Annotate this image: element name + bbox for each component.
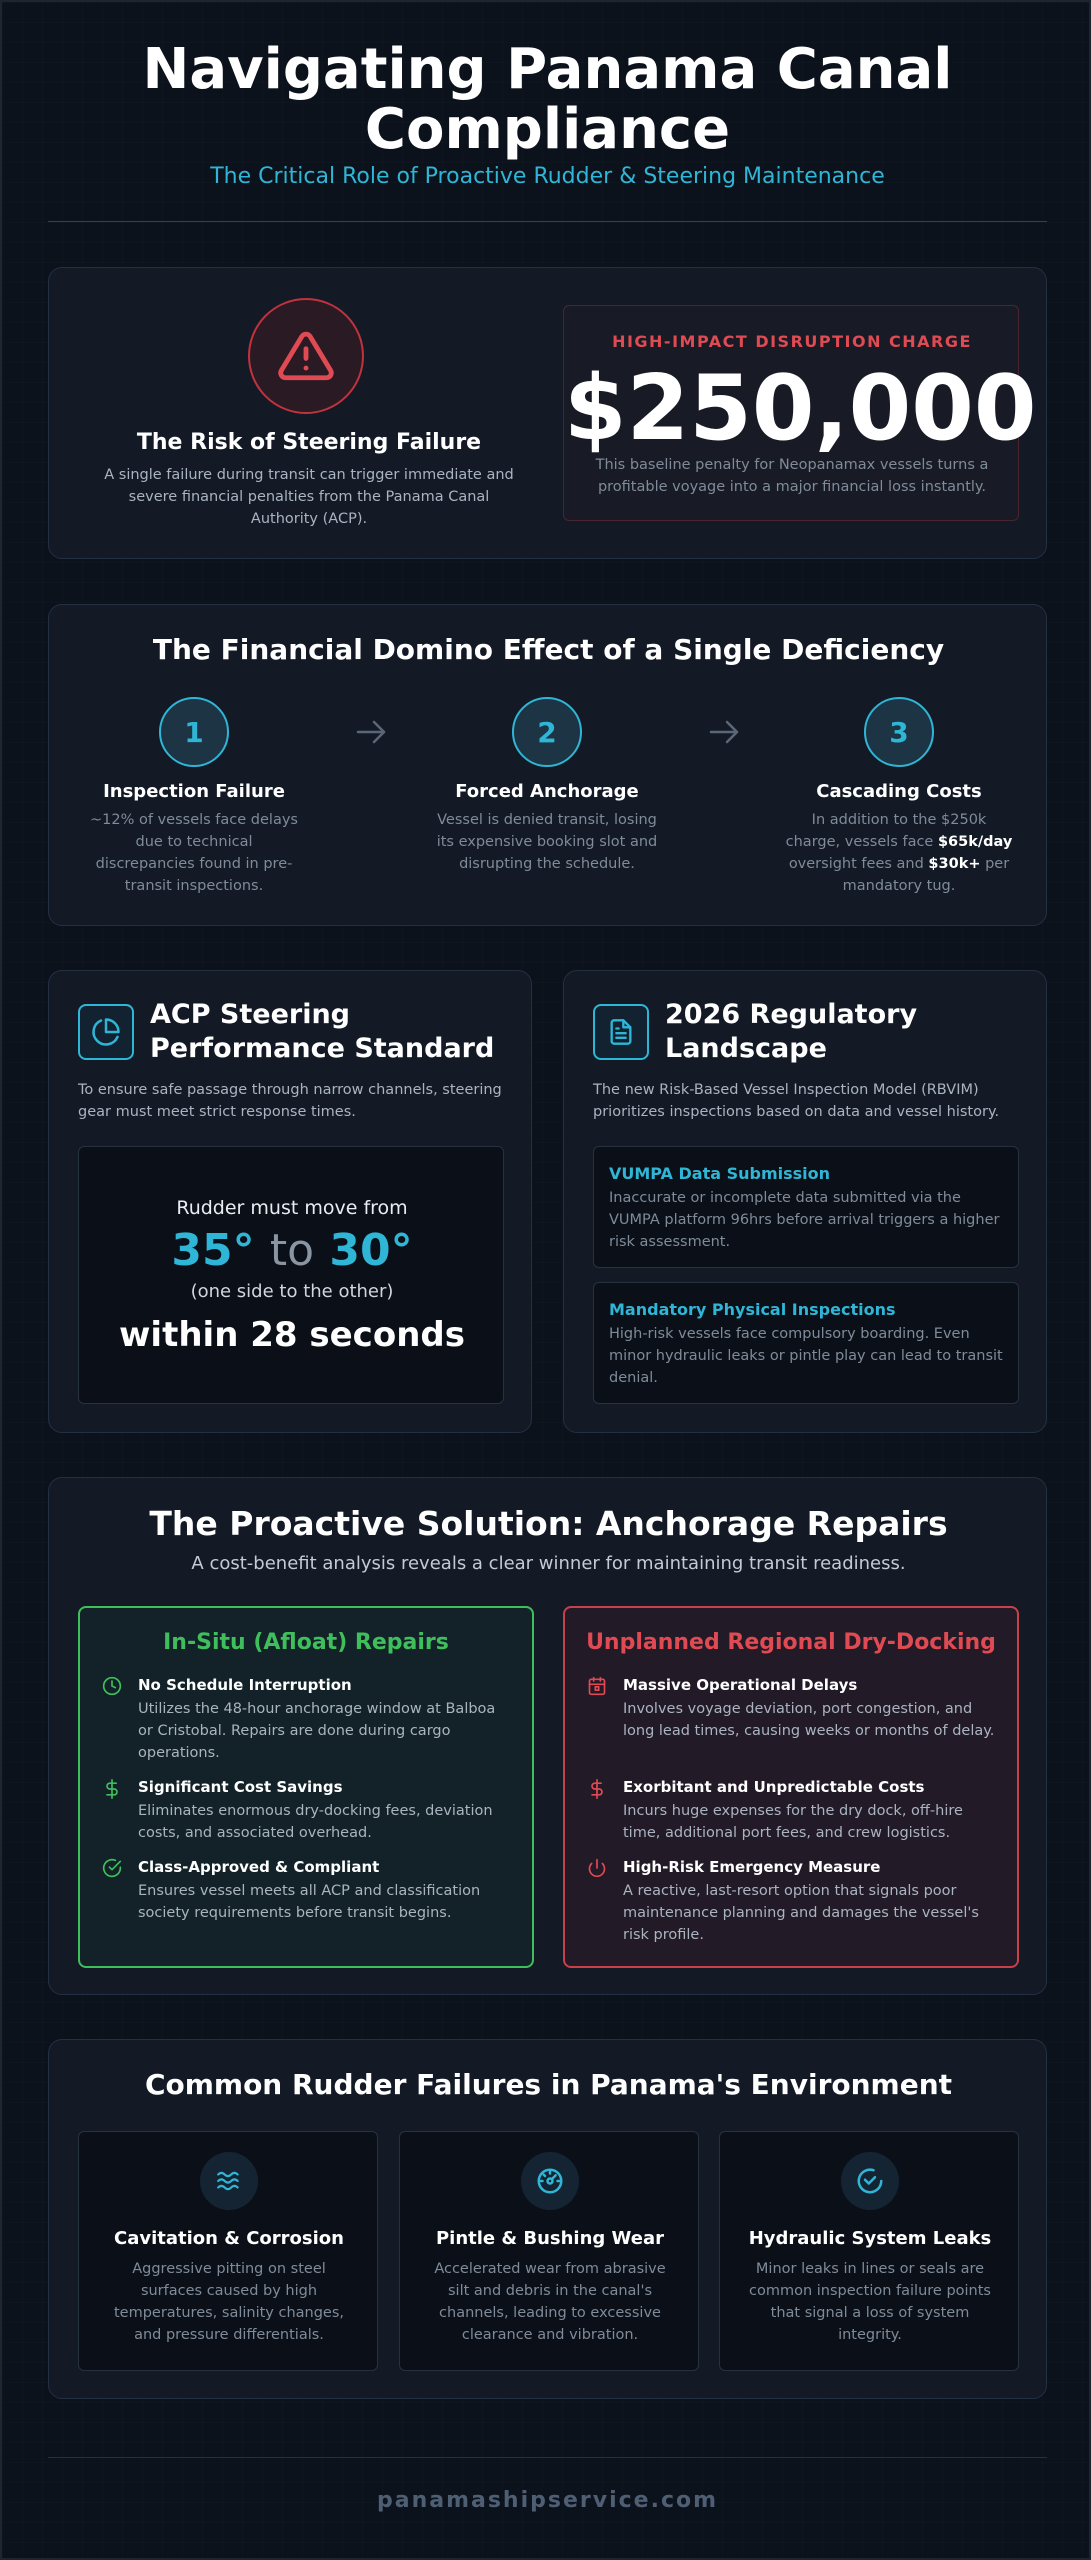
drydock-box [563,1606,1019,1968]
charge-amount: $250,000 [564,356,1037,461]
refresh-icon [841,2152,899,2210]
insitu-box [78,1606,534,1968]
title-line-2: Compliance [364,97,731,162]
warning-triangle-icon [248,298,364,414]
calendar-icon [587,1676,607,1700]
failure-1-description: Aggressive pitting on steel surfaces caused by high temperatures, salinity changes, and pressure differentials. [113,2261,345,2343]
insitu-item-1-title: No Schedule Interruption [138,1676,352,1694]
failure-1-title: Cavitation & Corrosion [114,2228,344,2249]
step-3-title: Cascading Costs [816,781,982,802]
step-2-title: Forced Anchorage [455,781,639,802]
dollar-icon [587,1778,607,1804]
step-2-description: Vessel is denied transit, losing its expensive booking slot and disrupting the schedule. [436,812,658,872]
failure-3-description: Minor leaks in lines or seals are common inspection failure points that signal a loss of system integrity. [749,2261,991,2343]
insitu-item-3-title: Class-Approved & Compliant [138,1858,380,1876]
failure-3-title: Hydraulic System Leaks [748,2228,992,2249]
rudder-angles: 35° to 30° [171,1225,413,1276]
step-1-number: 1 [159,697,229,767]
failure-card-3 [719,2131,1019,2371]
domino-title: The Financial Domino Effect of a Single Deficiency [152,633,945,666]
drydock-item-2-description: Incurs huge expenses for the dry dock, off-hire time, additional port fees, and crew logistics. [623,1803,963,1841]
dollar-icon [102,1778,122,1804]
domino-card [48,604,1047,926]
pie-chart-icon [78,1004,134,1060]
failure-card-1 [78,2131,378,2371]
insitu-item-2-description: Eliminates enormous dry-docking fees, deviation costs, and associated overhead. [138,1803,493,1841]
charge-note: This baseline penalty for Neopanamax vessels turns a profitable voyage into a major financial loss instantly. [595,457,989,495]
document-icon [593,1004,649,1060]
arrow-right-icon [708,719,742,749]
power-icon [587,1858,607,1882]
check-circle-icon [102,1858,122,1882]
vumpa-description: Inaccurate or incomplete data submitted via the VUMPA platform 96hrs before arrival triggers a higher risk assessment. [609,1190,1000,1250]
inspections-description: High-risk vessels face compulsory boarding. Even minor hydraulic leaks or pintle play can lead to transit denial. [609,1326,1003,1386]
insitu-item-3-description: Ensures vessel meets all ACP and classification society requirements before transit begins. [138,1883,481,1921]
charge-box [563,305,1037,521]
title-line-1: Navigating Panama Canal [142,37,953,102]
drydock-item-2-title: Exorbitant and Unpredictable Costs [623,1778,925,1796]
drydock-title: Unplanned Regional Dry-Docking [586,1630,996,1655]
failures-card [48,2039,1047,2399]
risk-card [48,267,1047,559]
page-title [2,37,1091,162]
step-1-title: Inspection Failure [103,781,285,802]
drydock-item-3-title: High-Risk Emergency Measure [623,1858,881,1876]
regulatory-title: 2026 Regulatory Landscape [665,999,918,1064]
insitu-item-2-title: Significant Cost Savings [138,1778,343,1796]
rudder-requirement-box [78,1146,504,1404]
acp-description: To ensure safe passage through narrow channels, steering gear must meet strict response times. [78,1082,502,1120]
footer-divider [48,2457,1047,2458]
footer-site[interactable]: panamashipservice.com [376,2488,719,2513]
risk-title: The Risk of Steering Failure [136,430,482,455]
inspections-card [593,1282,1019,1404]
solution-card [48,1477,1047,1995]
insitu-title: In-Situ (Afloat) Repairs [163,1630,449,1655]
step-1-description: ~12% of vessels face delays due to technical discrepancies found in pre-transit inspections. [90,812,298,894]
solution-title: The Proactive Solution: Anchorage Repairs [149,1504,948,1543]
acp-title: ACP Steering Performance Standard [150,999,495,1064]
rudder-label: Rudder must move from [176,1197,408,1219]
drydock-item-1-description: Involves voyage deviation, port congestion, and long lead times, causing weeks or months of delay. [623,1701,995,1739]
step-3-number: 3 [864,697,934,767]
acp-standard-card [48,970,532,1433]
failure-card-2 [399,2131,699,2371]
failure-2-title: Pintle & Bushing Wear [435,2228,665,2249]
solution-subtitle: A cost-benefit analysis reveals a clear winner for maintaining transit readiness. [191,1553,906,1574]
step-2-number: 2 [512,697,582,767]
vumpa-card [593,1146,1019,1268]
clock-icon [102,1676,122,1700]
failure-2-description: Accelerated wear from abrasive silt and debris in the canal's channels, leading to excessive clearance and vibration. [434,2261,666,2343]
arrow-right-icon [355,719,389,749]
charge-label: HIGH-IMPACT DISRUPTION CHARGE [612,332,972,351]
vumpa-title: VUMPA Data Submission [609,1164,831,1183]
failures-title: Common Rudder Failures in Panama's Environment [144,2068,953,2101]
drydock-item-1-title: Massive Operational Delays [623,1676,858,1694]
regulatory-description: The new Risk-Based Vessel Inspection Model (RBVIM) prioritizes inspections based on data and vessel history. [593,1082,1000,1120]
insitu-item-1-description: Utilizes the 48-hour anchorage window at Balboa or Cristobal. Repairs are done during cargo operations. [138,1701,496,1761]
step-3-description: In addition to the $250k charge, vessels face $65k/day oversight fees and $30k+ per mandatory tug. [785,812,1013,894]
inspections-title: Mandatory Physical Inspections [609,1300,896,1319]
gauge-icon [521,2152,579,2210]
header-divider [48,221,1047,222]
side-note: (one side to the other) [190,1281,394,1302]
risk-description: A single failure during transit can trigger immediate and severe financial penalties from the Panama Canal Authority (ACP). [104,467,514,527]
time-requirement: within 28 seconds [119,1315,465,1355]
waves-icon [200,2152,258,2210]
page-subtitle: The Critical Role of Proactive Rudder & Steering Maintenance [210,164,885,189]
drydock-item-3-description: A reactive, last-resort option that signals poor maintenance planning and damages the vessel's risk profile. [623,1883,979,1943]
regulatory-card [563,970,1047,1433]
